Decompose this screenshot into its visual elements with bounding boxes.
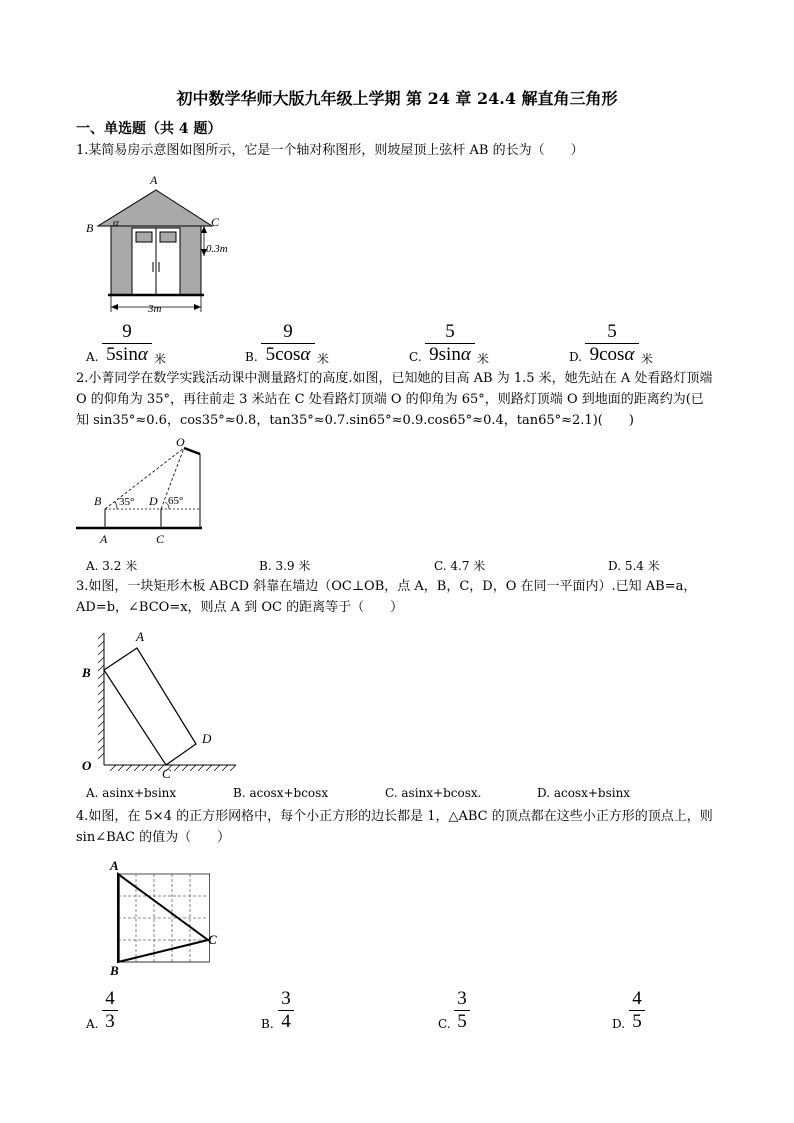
q3-option-c[interactable]: C. asinx+bcosx. [385,786,482,800]
figure-grid-triangle [104,856,224,978]
q3-option-a[interactable]: A. asinx+bsinx [86,786,177,800]
q2-option-d[interactable]: D. 5.4 米 [608,559,660,573]
q3-label-d: D [202,731,212,746]
q2-label-35: 35° [119,496,135,508]
figure-streetlight [72,432,212,550]
q2-label-b: B [94,494,102,508]
figure-board-wall [78,625,243,780]
q1-label-width: 3m [148,303,162,315]
q3-label-a: A [136,629,144,644]
q4-label-b: B [110,963,119,978]
q3-label-c: C [162,766,171,780]
q2-option-c[interactable]: C. 4.7 米 [434,559,486,573]
q3-label-o: O [82,758,92,773]
question-3-text: 3.如图，一块矩形木板 ABCD 斜靠在墙边（OC⊥OB，点 A，B，C，D，O 在同一平面内）.已知 AB=a，AD=b，∠BCO=x，则点 A 到 OC 的距离等于（ ） [76,579,697,615]
q4-label-a: A [110,858,119,873]
q1-label-a: A [150,173,158,187]
q2-label-o: O [176,435,185,449]
question-1-text: 1.某简易房示意图如图所示，它是一个轴对称图形，则坡屋顶上弦杆 AB 的长为（ ） [76,143,584,158]
q3-option-d[interactable]: D. acosx+bsinx [537,786,631,800]
q3-option-b[interactable]: B. acosx+bcosx [233,786,329,800]
q2-label-65: 65° [168,495,184,507]
q1-label-b: B [86,221,94,235]
q4-label-c: C [208,932,217,947]
q2-label-a: A [100,532,108,546]
question-2-text: 2.小菁同学在数学实践活动课中测量路灯的高度.如图，已知她的目高 AB 为 1.5 米，她先站在 A 处看路灯顶端 O 的仰角为 35°，再往前走 3 米站在 C 处看路灯顶端 O 的仰角为 65°，则路灯顶端 O 到地面的距离约为(已知 sin35°≈0.6，cos35°≈0.8，tan35°≈0.7.sin65°≈0.9.cos65°≈0.4，tan65°≈2.1)( ) [76,371,713,428]
q2-option-b[interactable]: B. 3.9 米 [259,559,311,573]
page-title: 初中数学华师大版九年级上学期 第 24 章 24.4 解直角三角形 [176,89,618,108]
q3-label-b: B [82,665,91,680]
figure-house [80,170,240,320]
q2-label-c: C [156,532,165,546]
q1-label-alpha: α [113,217,119,229]
section-heading: 一、单选题（共 4 题） [76,121,222,137]
question-4-text: 4.如图，在 5×4 的正方形网格中，每个小正方形的边长都是 1，△ABC 的顶点都在这些小正方形的顶点上，则 sin∠BAC 的值为（ ） [76,809,713,845]
q2-label-d: D [149,494,158,508]
q2-option-a[interactable]: A. 3.2 米 [86,559,138,573]
q1-label-height: 0.3m [206,243,228,255]
q1-label-c: C [211,215,220,229]
